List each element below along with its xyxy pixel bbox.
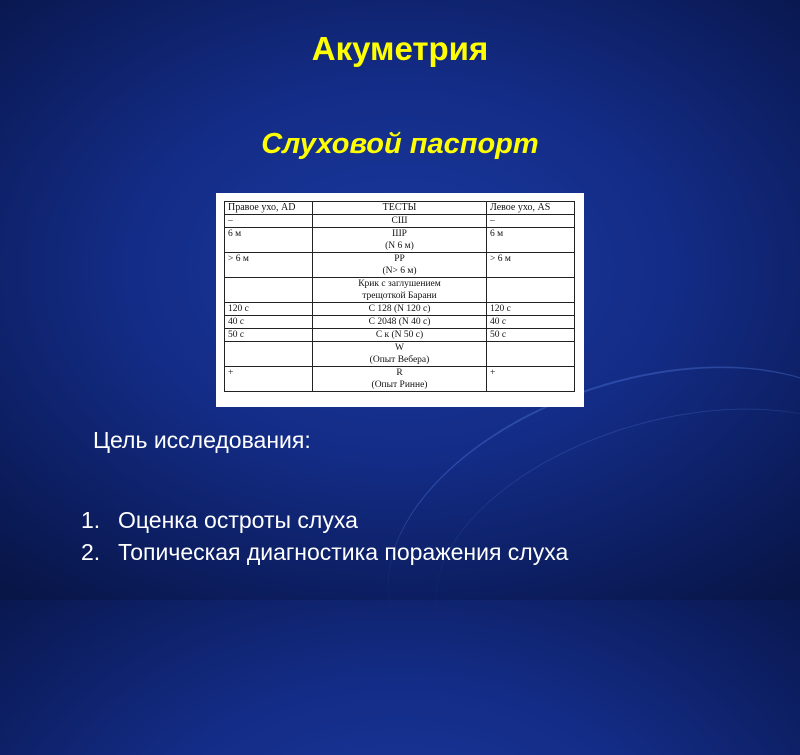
table-row [225,303,575,316]
header-right-ear: Правое ухо, AD [225,202,313,215]
cell-right-ear: – [225,215,313,228]
cell-right-ear [225,342,313,367]
slide-title: Акуметрия [311,30,489,67]
cell-right-ear: 120 с [225,303,313,316]
list-text: Оценка остроты слуха [118,507,358,533]
hearing-passport-image [216,193,584,407]
cell-left-ear: > 6 м [487,253,575,278]
table-row [225,342,575,367]
cell-test: Крик с заглушением трещоткой Барани [313,278,487,303]
cell-right-ear: 50 с [225,329,313,342]
cell-right-ear: 40 с [225,316,313,329]
table-row [225,253,575,278]
cell-right-ear [225,278,313,303]
table-row [225,228,575,253]
hearing-passport-table [224,201,575,392]
slide-subtitle: Слуховой паспорт [261,128,539,160]
cell-test: СШ [313,215,487,228]
cell-test: С к (N 50 с) [313,329,487,342]
cell-left-ear: + [487,367,575,392]
table-row [225,278,575,303]
cell-left-ear: 6 м [487,228,575,253]
table-row [225,316,575,329]
cell-right-ear: > 6 м [225,253,313,278]
list-text: Топическая диагностика поражения слуха [118,539,569,565]
cell-left-ear: – [487,215,575,228]
cell-test: С 128 (N 120 с) [313,303,487,316]
cell-left-ear: 50 с [487,329,575,342]
cell-right-ear: 6 м [225,228,313,253]
cell-left-ear [487,342,575,367]
list-item [81,537,568,569]
table-row [225,329,575,342]
cell-right-ear: + [225,367,313,392]
cell-left-ear: 40 с [487,316,575,329]
list-item [81,505,568,537]
cell-left-ear: 120 с [487,303,575,316]
table-row [225,367,575,392]
cell-test: R (Опыт Ринне) [313,367,487,392]
table-row [225,215,575,228]
cell-test: С 2048 (N 40 с) [313,316,487,329]
header-left-ear: Левое ухо, AS [487,202,575,215]
list-number: 1. [81,507,101,533]
cell-test: ШР (N 6 м) [313,228,487,253]
cell-test: РР (N> 6 м) [313,253,487,278]
table-header-row [225,202,575,215]
header-tests: ТЕСТЫ [313,202,487,215]
goal-label: Цель исследования: [93,427,311,453]
list-number: 2. [81,539,101,565]
goal-list [81,505,568,569]
cell-test: W (Опыт Вебера) [313,342,487,367]
cell-left-ear [487,278,575,303]
